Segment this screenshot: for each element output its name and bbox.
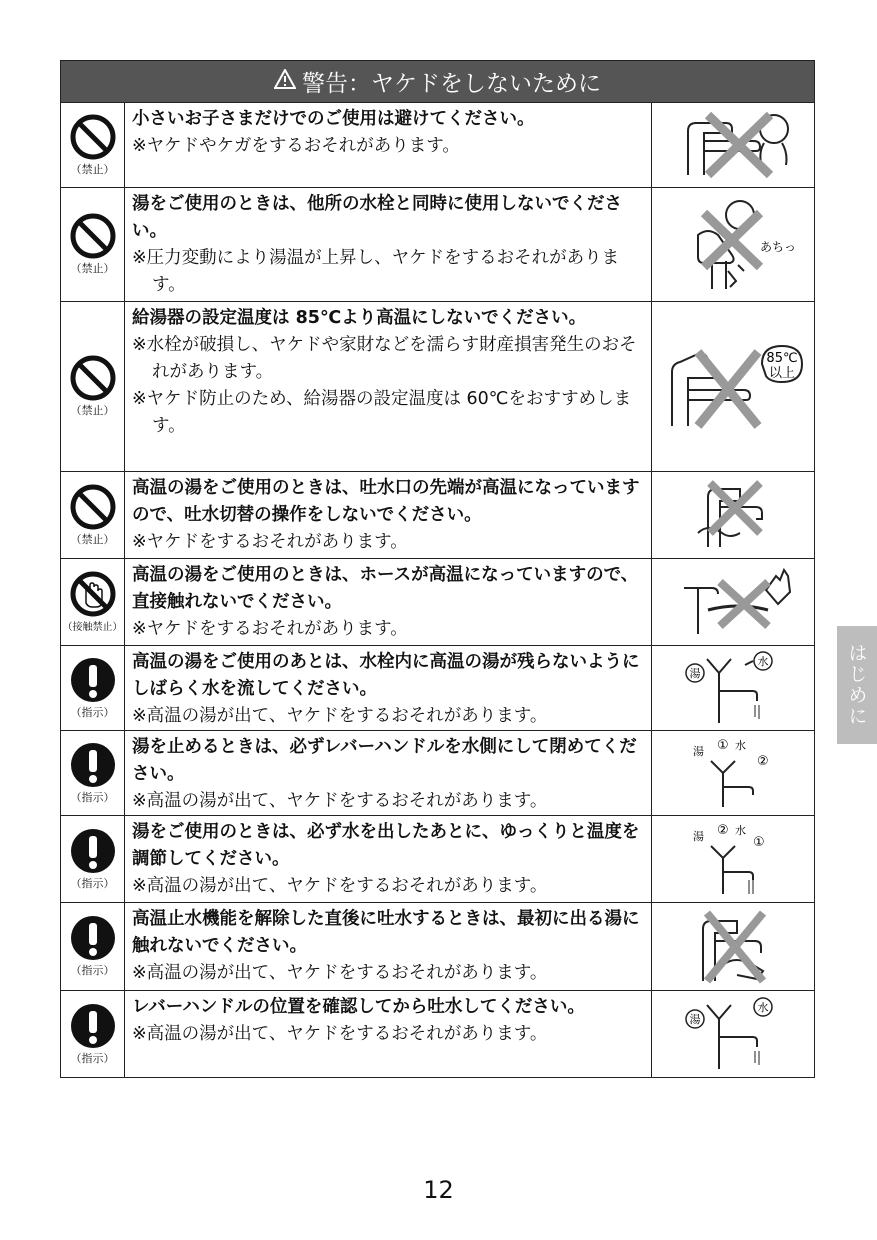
instruction-symbol — [61, 903, 125, 990]
warning-note: ※圧力変動により湯温が上昇し、ヤケドをするおそれがあります。 — [132, 248, 620, 295]
warning-row — [61, 188, 814, 302]
instruction-icon — [70, 915, 116, 961]
section-side-tab: はじめに — [837, 626, 877, 744]
instruction-symbol — [61, 646, 125, 730]
no-touch-icon — [70, 571, 116, 617]
warning-row — [61, 302, 814, 472]
symbol-caption: （指示） — [70, 705, 115, 719]
temp-85-label: 85℃ — [766, 350, 798, 366]
no-touch-symbol — [61, 559, 125, 645]
warning-main-text: 湯をご使用のときは、必ず水を出したあとに、ゆっくりと温度を調節してください。 — [132, 822, 640, 869]
instruction-icon — [70, 742, 116, 788]
warning-triangle-icon — [274, 69, 296, 95]
warning-note: ※高温の湯が出て、ヤケドをするおそれがあります。 — [132, 1024, 548, 1044]
warning-note: ※ヤケドをするおそれがあります。 — [132, 619, 408, 639]
prohibition-icon — [70, 114, 116, 160]
warning-text — [125, 646, 652, 730]
warning-note: ※高温の湯が出て、ヤケドをするおそれがあります。 — [132, 963, 548, 983]
shower-hot-water-illustration — [652, 188, 814, 301]
warning-text — [125, 903, 652, 990]
warning-row — [61, 103, 814, 188]
temp-above-label: 以上 — [768, 365, 796, 381]
child-faucet-crossed-illustration — [652, 103, 814, 187]
symbol-caption: （禁止） — [70, 404, 115, 417]
warning-main-text: レバーハンドルの位置を確認してから吐水してください。 — [132, 997, 585, 1017]
warning-main-text: 湯を止めるときは、必ずレバーハンドルを水側にして閉めてください。 — [132, 737, 637, 784]
page-number: 12 — [423, 1176, 454, 1204]
symbol-caption: （指示） — [70, 1051, 115, 1065]
warning-main-text: 高温の湯をご使用のときは、ホースが高温になっていますので、直接触れないでください。 — [132, 565, 639, 612]
warning-title: 警告：ヤケドをしないために — [302, 71, 601, 97]
warning-text — [125, 559, 652, 645]
hot-label: 湯 — [693, 745, 704, 758]
warning-row — [61, 991, 814, 1077]
instruction-icon — [70, 657, 116, 703]
warning-table — [60, 60, 815, 1078]
lever-adjust-steps-illustration — [652, 816, 814, 902]
symbol-caption: （指示） — [70, 790, 115, 804]
warning-text — [125, 816, 652, 902]
hot-label: 湯 — [689, 1013, 701, 1026]
lever-water-side-illustration — [652, 646, 814, 730]
cold-label: 水 — [735, 824, 746, 837]
lever-close-steps-illustration — [652, 731, 814, 815]
prohibition-icon — [70, 484, 116, 530]
warning-header — [61, 61, 814, 103]
symbol-caption: （禁止） — [70, 162, 115, 176]
cold-label: 水 — [757, 655, 769, 668]
warning-main-text: 高温止水機能を解除した直後に吐水するときは、最初に出る湯に触れないでください。 — [132, 909, 640, 956]
symbol-caption: （指示） — [70, 876, 115, 890]
warning-text — [125, 302, 652, 471]
warning-text — [125, 103, 652, 187]
step-one-label: ① — [753, 835, 765, 850]
symbol-caption: （禁止） — [70, 532, 115, 546]
hose-touch-crossed-illustration — [652, 559, 814, 645]
warning-note: ※ヤケドをするおそれがあります。 — [132, 532, 408, 552]
prohibition-symbol — [61, 103, 125, 187]
cold-label: 水 — [757, 1001, 769, 1014]
hand-under-spout-crossed-illustration — [652, 903, 814, 990]
warning-row — [61, 903, 814, 991]
exclamation-hot-text: あちっ — [760, 239, 797, 254]
step-two-label: ② — [757, 754, 769, 769]
hot-label: 湯 — [693, 830, 704, 843]
warning-text — [125, 731, 652, 815]
warning-row — [61, 559, 814, 646]
warning-main-text: 高温の湯をご使用のときは、吐水口の先端が高温になっていますので、吐水切替の操作をしないでください。 — [132, 478, 640, 525]
instruction-icon — [70, 828, 116, 874]
instruction-symbol — [61, 731, 125, 815]
warning-note: ※水栓が破損し、ヤケドや家財などを濡らす財産損害発生のおそれがあります。 — [132, 335, 637, 382]
warning-text — [125, 472, 652, 558]
step-two-label: ② — [717, 823, 729, 838]
warning-text — [125, 188, 652, 301]
warning-note: ※高温の湯が出て、ヤケドをするおそれがあります。 — [132, 876, 548, 896]
prohibition-icon — [70, 213, 116, 259]
symbol-caption: （接触禁止） — [62, 622, 123, 633]
prohibition-icon — [70, 355, 116, 401]
instruction-symbol — [61, 991, 125, 1077]
warning-row — [61, 731, 814, 816]
warning-note: ※ヤケド防止のため、給湯器の設定温度は 60℃をおすすめします。 — [132, 389, 632, 436]
warning-main-text: 給湯器の設定温度は 85℃より高温にしないでください。 — [132, 308, 587, 328]
warning-note: ※ヤケドやケガをするおそれがあります。 — [132, 136, 460, 156]
warning-note: ※高温の湯が出て、ヤケドをするおそれがあります。 — [132, 791, 548, 811]
symbol-caption: （禁止） — [70, 262, 115, 275]
cold-label: 水 — [735, 739, 746, 752]
prohibition-symbol — [61, 472, 125, 558]
warning-row — [61, 472, 814, 559]
prohibition-symbol — [61, 302, 125, 471]
instruction-icon — [70, 1003, 116, 1049]
lever-position-check-illustration — [652, 991, 814, 1077]
hot-label: 湯 — [689, 667, 701, 680]
spout-switch-crossed-illustration — [652, 472, 814, 558]
warning-note: ※高温の湯が出て、ヤケドをするおそれがあります。 — [132, 706, 548, 726]
prohibition-symbol — [61, 188, 125, 301]
faucet-85c-crossed-illustration — [652, 302, 814, 471]
warning-row — [61, 646, 814, 731]
step-one-label: ① — [717, 738, 729, 753]
warning-main-text: 高温の湯をご使用のあとは、水栓内に高温の湯が残らないようにしばらく水を流してください。 — [132, 652, 640, 699]
warning-main-text: 小さいお子さまだけでのご使用は避けてください。 — [132, 109, 535, 129]
warning-row — [61, 816, 814, 903]
instruction-symbol — [61, 816, 125, 902]
warning-text — [125, 991, 652, 1077]
warning-main-text: 湯をご使用のときは、他所の水栓と同時に使用しないでください。 — [132, 194, 622, 241]
symbol-caption: （指示） — [70, 964, 115, 977]
